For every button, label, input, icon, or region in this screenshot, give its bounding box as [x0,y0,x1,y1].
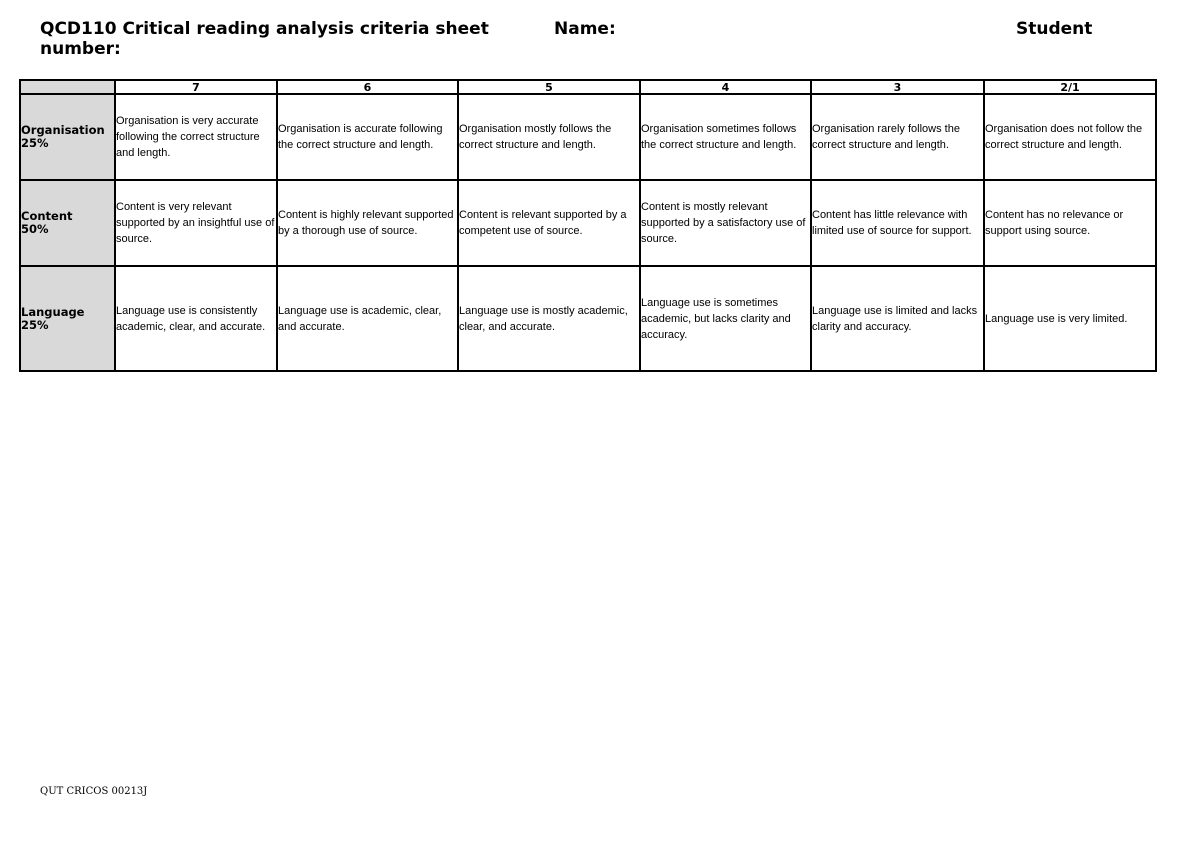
score-header: 3 [811,80,984,94]
student-number-label: number: [40,39,121,59]
score-header: 6 [277,80,458,94]
descriptor-cell: Content has little relevance with limited use of source for support. [811,180,984,266]
descriptor-cell: Language use is very limited. [984,266,1156,371]
criterion-row-content [20,180,1156,266]
criterion-row-language [20,266,1156,371]
name-label: Name: [554,19,616,39]
descriptor-cell: Language use is consistently academic, clear, and accurate. [115,266,277,371]
descriptor-cell: Language use is academic, clear, and accurate. [277,266,458,371]
criterion-weight: 50% [21,222,49,236]
descriptor-cell: Content is mostly relevant supported by a satisfactory use of source. [640,180,811,266]
criterion-label [20,180,115,266]
score-header: 2/1 [984,80,1156,94]
descriptor-cell: Organisation is very accurate following the correct structure and length. [115,94,277,180]
descriptor-cell: Organisation is accurate following the correct structure and length. [277,94,458,180]
score-header: 7 [115,80,277,94]
corner-cell [20,80,115,94]
descriptor-cell: Content has no relevance or support using source. [984,180,1156,266]
criterion-weight: 25% [21,317,49,332]
criterion-row-organisation [20,94,1156,180]
descriptor-cell: Language use is sometimes academic, but lacks clarity and accuracy. [640,266,811,371]
criterion-name: Content [21,209,73,223]
criterion-name: Organisation [21,123,105,137]
header-line-2 [40,39,1120,59]
descriptor-cell: Organisation mostly follows the correct structure and length. [458,94,640,180]
criterion-weight: 25% [21,136,49,150]
criterion-name: Language [21,304,85,319]
score-header: 5 [458,80,640,94]
criteria-table [19,79,1157,372]
cricos-footer: QUT CRICOS 00213J [40,786,148,797]
header-line [40,19,1120,39]
descriptor-cell: Language use is limited and lacks clarity and accuracy. [811,266,984,371]
page-title: QCD110 Critical reading analysis criteria sheet [40,19,489,39]
descriptor-cell: Organisation does not follow the correct structure and length. [984,94,1156,180]
descriptor-cell: Language use is mostly academic, clear, and accurate. [458,266,640,371]
criterion-label [20,94,115,180]
descriptor-cell: Organisation rarely follows the correct structure and length. [811,94,984,180]
criterion-label [20,266,115,371]
descriptor-cell: Organisation sometimes follows the correct structure and length. [640,94,811,180]
score-header-row [20,80,1156,94]
student-label: Student [1016,19,1093,39]
document-header [40,19,1120,59]
descriptor-cell: Content is very relevant supported by an insightful use of source. [115,180,277,266]
descriptor-cell: Content is relevant supported by a competent use of source. [458,180,640,266]
score-header: 4 [640,80,811,94]
descriptor-cell: Content is highly relevant supported by a thorough use of source. [277,180,458,266]
